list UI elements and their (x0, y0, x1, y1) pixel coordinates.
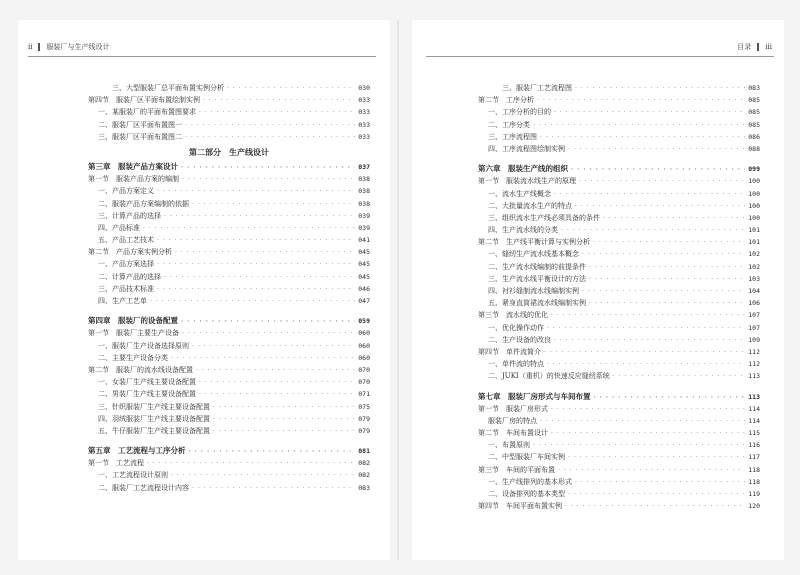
toc-item-entry[interactable] (478, 248, 760, 260)
toc-entry-title: 一、女装厂生产线主要设备配置 (98, 378, 196, 387)
toc-page-number: 045 (358, 272, 370, 281)
toc-item-entry[interactable] (478, 200, 760, 212)
dot-leader (213, 414, 355, 426)
toc-entry-title: 第七章 服装厂房形式与车间布置 (478, 391, 591, 401)
toc-entry-title: 第五章 工艺流程与工序分析 (88, 446, 186, 456)
toc-page-number: 101 (748, 238, 760, 247)
toc-page-number: 079 (358, 426, 370, 435)
toc-item-entry[interactable] (478, 297, 760, 309)
dot-leader (579, 176, 745, 188)
toc-entry-title: 服装厂房的特点 (488, 416, 537, 425)
toc-entry-title: 三、组织流水生产线必须具备的条件 (488, 213, 600, 222)
dot-leader (554, 189, 745, 201)
toc-page-number: 112 (748, 360, 760, 369)
toc-page-number: 113 (748, 372, 760, 381)
toc-entry-title: 第一节 服装厂主要生产设备 (88, 329, 179, 338)
dot-leader (558, 465, 745, 477)
toc-page-number: 082 (358, 459, 370, 468)
toc-item-entry[interactable] (88, 258, 370, 270)
dot-leader (150, 296, 355, 308)
dot-leader (171, 470, 355, 482)
toc-item-entry[interactable] (88, 283, 370, 295)
toc-entry-title: 四、羽绒服装厂生产线主要设备配置 (98, 414, 210, 423)
toc-page-number: 046 (358, 284, 370, 293)
toc-chapter-entry[interactable] (88, 315, 370, 327)
toc-entry-title: 一、流水生产线概念 (488, 189, 551, 198)
toc-entry-title: 一、产品方案定义 (98, 187, 154, 196)
dot-leader (582, 286, 745, 298)
toc-page-number: 116 (748, 441, 760, 450)
toc-entry-title: 一、优化操作动作 (488, 323, 544, 332)
toc-page-number: 060 (358, 353, 370, 362)
toc-entry-title: 二、工序分类 (488, 120, 530, 129)
dot-leader (192, 199, 355, 211)
dot-leader (554, 107, 745, 119)
dot-leader (593, 237, 745, 249)
toc-page-number: 045 (358, 260, 370, 269)
toc-entry-title: 第六章 服装生产线的组织 (478, 164, 568, 174)
toc-section-entry[interactable] (478, 94, 760, 106)
right-page-numeral: iii (765, 43, 772, 51)
toc-entry-title: 二、计算产品的选择 (98, 272, 161, 281)
toc-page-number: 060 (358, 329, 370, 338)
dot-leader (582, 249, 745, 261)
toc-page-number: 100 (748, 177, 760, 186)
dot-leader (199, 107, 355, 119)
toc-section-entry[interactable] (478, 346, 760, 358)
toc-spacer (88, 437, 370, 445)
dot-leader (589, 298, 745, 310)
toc-page-number: 106 (748, 299, 760, 308)
toc-page-number: 082 (358, 471, 370, 480)
toc-entry-title: 二、生产设备的改良 (488, 335, 551, 344)
toc-page-number: 033 (358, 120, 370, 129)
toc-item-entry[interactable] (478, 488, 760, 500)
toc-section-entry[interactable] (88, 173, 370, 185)
toc-item-entry[interactable] (478, 370, 760, 382)
dot-leader (547, 323, 745, 335)
toc-item-entry[interactable] (88, 482, 370, 494)
dot-leader (613, 371, 746, 383)
dot-leader (589, 262, 745, 274)
toc-entry-title: 二、生产流水线编制的前提条件 (488, 262, 586, 271)
dot-leader (181, 162, 355, 174)
dot-leader (181, 316, 355, 328)
dot-leader (540, 132, 745, 144)
toc-item-entry[interactable] (88, 388, 370, 400)
toc-page-number: 041 (358, 236, 370, 245)
toc-item-entry[interactable] (478, 451, 760, 463)
toc-entry-title: 二、中型服装厂车间实例 (488, 453, 565, 462)
toc-item-entry[interactable] (478, 415, 760, 427)
dot-leader (175, 247, 355, 259)
toc-item-entry[interactable] (88, 82, 370, 94)
toc-section-entry[interactable] (88, 457, 370, 469)
toc-item-entry[interactable] (478, 143, 760, 155)
dot-leader (568, 452, 745, 464)
dot-leader (603, 213, 745, 225)
dot-leader (568, 144, 745, 156)
dot-leader (551, 310, 745, 322)
toc-entry-title: 第四节 车间平面布置实例 (478, 502, 562, 511)
toc-entry-title: 二、设备排列的基本类型 (488, 490, 565, 498)
toc-item-entry[interactable] (478, 224, 760, 236)
toc-entry-title: 四、产品标准 (98, 223, 140, 232)
toc-page-number: 037 (358, 162, 370, 171)
toc-item-entry[interactable] (88, 210, 370, 222)
toc-page-number: 086 (748, 132, 760, 141)
toc-item-entry[interactable] (88, 340, 370, 352)
toc-page-number: 118 (748, 477, 760, 486)
toc-page-number: 083 (358, 483, 370, 492)
toc-spacer (478, 155, 760, 163)
right-toc (478, 82, 760, 512)
left-header-rule (28, 56, 376, 57)
toc-page-number: 039 (358, 223, 370, 232)
dot-leader (164, 211, 355, 223)
toc-entry-title: 一、单件流的特点 (488, 360, 544, 369)
header-divider (38, 43, 40, 51)
dot-leader (551, 428, 745, 440)
toc-page-number: 104 (748, 287, 760, 295)
toc-section-entry[interactable] (478, 175, 760, 187)
toc-item-entry[interactable] (478, 188, 760, 200)
dot-leader (589, 274, 745, 286)
toc-item-entry[interactable] (478, 334, 760, 346)
toc-item-entry[interactable] (88, 234, 370, 246)
toc-section-entry[interactable] (88, 94, 370, 106)
toc-item-entry[interactable] (478, 82, 760, 94)
toc-entry-title: 第一节 服装产品方案的编制 (88, 175, 179, 184)
toc-entry-title: 二、JUKI（重机）的快速反应缝纫系统 (488, 372, 610, 381)
toc-page-number: 070 (358, 365, 370, 374)
toc-entry-title: 五、紧身直筒裙流水线编制实例 (488, 299, 586, 308)
dot-leader (182, 174, 355, 186)
toc-page-number: 085 (748, 120, 760, 129)
toc-page-number: 075 (358, 402, 370, 411)
toc-page-number: 088 (748, 144, 760, 153)
book-title: 服装厂与生产线设计 (46, 43, 110, 51)
toc-item-entry[interactable] (88, 401, 370, 413)
toc-page-number: 107 (748, 311, 760, 320)
toc-item-entry[interactable] (478, 273, 760, 285)
dot-leader (565, 501, 745, 513)
toc-page-number: 100 (748, 213, 760, 222)
toc-item-entry[interactable] (88, 425, 370, 437)
section-title: 目录 (737, 43, 752, 51)
toc-section-entry[interactable] (478, 500, 760, 512)
toc-entry-title: 一、缝纫生产流水线基本概念 (488, 250, 579, 259)
dot-leader (533, 120, 745, 132)
toc-entry-title: 第二节 车间布置设计 (478, 429, 548, 438)
toc-entry-title: 三、计算产品的选择 (98, 211, 161, 220)
dot-leader (213, 402, 355, 414)
toc-item-entry[interactable] (478, 131, 760, 143)
dot-leader (575, 201, 745, 213)
toc-entry-title: 一、某服装厂的平面布置图要求 (98, 108, 196, 117)
toc-section-entry[interactable] (478, 309, 760, 321)
toc-entry-title: 三、大型服装厂总平面布置实例分析 (112, 84, 224, 92)
toc-page-number: 119 (748, 490, 760, 498)
toc-item-entry[interactable] (478, 212, 760, 224)
toc-entry-title: 第三节 车间的平面布置 (478, 465, 555, 474)
toc-page-number: 100 (748, 201, 760, 210)
toc-page-number: 101 (748, 226, 760, 235)
toc-page-number: 114 (748, 416, 760, 425)
dot-leader (213, 426, 355, 438)
dot-leader (157, 284, 355, 296)
toc-item-entry[interactable] (88, 352, 370, 364)
toc-entry-title: 第三节 流水线的优化 (478, 311, 548, 320)
toc-chapter-entry[interactable] (88, 161, 370, 173)
dot-leader (182, 328, 355, 340)
toc-page-number: 100 (748, 189, 760, 198)
toc-page-number: 033 (358, 96, 370, 105)
toc-section-entry[interactable] (88, 246, 370, 258)
dot-leader (192, 483, 355, 495)
toc-item-entry[interactable] (88, 106, 370, 118)
dot-leader (227, 83, 355, 95)
toc-entry-title: 一、工艺流程设计原则 (98, 471, 168, 480)
toc-item-entry[interactable] (478, 119, 760, 131)
toc-section-entry[interactable] (478, 427, 760, 439)
toc-entry-title: 第二节 生产线平衡计算与实例分析 (478, 238, 590, 247)
dot-leader (143, 223, 355, 235)
toc-page-number: 038 (358, 175, 370, 184)
toc-page-number: 030 (358, 84, 370, 92)
toc-entry-title: 五、牛仔服装厂生产线主要设备配置 (98, 426, 210, 435)
toc-page-number: 114 (748, 404, 760, 413)
toc-item-entry[interactable] (88, 469, 370, 481)
dot-leader (203, 95, 355, 107)
toc-page-number: 112 (748, 347, 760, 356)
toc-page-number: 085 (748, 108, 760, 117)
toc-entry-title: 一、服装厂生产设备选择原则 (98, 341, 189, 350)
toc-entry-title: 二、服装厂工艺流程设计内容 (98, 483, 189, 492)
toc-entry-title: 第一节 服装厂房形式 (478, 404, 548, 413)
dot-leader (540, 416, 745, 428)
toc-section-entry[interactable] (88, 327, 370, 339)
toc-entry-title: 四、工序流程图绘制实例 (488, 144, 565, 153)
toc-chapter-entry[interactable] (478, 391, 760, 403)
toc-item-entry[interactable] (88, 271, 370, 283)
toc-entry-title: 三、针织服装厂生产线主要设备配置 (98, 402, 210, 411)
toc-entry-title: 三、生产流水线平衡设计的方法 (488, 274, 586, 283)
dot-leader (196, 365, 355, 377)
dot-leader (199, 389, 355, 401)
toc-entry-title: 二、男装厂生产线主要设备配置 (98, 390, 196, 399)
toc-entry-title: 二、主要生产设备分类 (98, 353, 168, 362)
toc-entry-title: 二、服装产品方案编制的依据 (98, 199, 189, 208)
toc-entry-title: 三、工序流程图 (488, 132, 537, 141)
toc-item-entry[interactable] (88, 119, 370, 131)
left-page (18, 20, 390, 560)
toc-page-number: 033 (358, 108, 370, 117)
right-page-header (737, 42, 772, 52)
toc-entry-title: 二、服装厂区平面布置图一 (98, 120, 182, 129)
toc-page-number: 120 (748, 502, 760, 511)
toc-page-number: 085 (748, 96, 760, 105)
dot-leader (147, 458, 355, 470)
toc-section-entry[interactable] (478, 464, 760, 476)
dot-leader (554, 335, 745, 347)
toc-entry-title: 二、大批量流水生产的特点 (488, 201, 572, 210)
toc-page-number: 079 (358, 414, 370, 423)
toc-chapter-entry[interactable] (478, 163, 760, 175)
left-page-numeral: ii (28, 43, 33, 51)
toc-page-number: 099 (748, 165, 760, 174)
dot-leader (544, 347, 745, 359)
right-header-rule (426, 56, 774, 57)
toc-entry-title: 第四章 服装厂的设备配置 (88, 316, 178, 326)
toc-page-number: 081 (358, 447, 370, 456)
toc-item-entry[interactable] (478, 439, 760, 451)
toc-entry-title: 三、产品技术标准 (98, 284, 154, 293)
dot-leader (164, 272, 355, 284)
toc-page-number: 047 (358, 297, 370, 305)
toc-item-entry[interactable] (478, 476, 760, 488)
toc-entry-title: 一、布置原则 (488, 441, 530, 450)
dot-leader (575, 83, 745, 95)
dot-leader (185, 120, 355, 132)
toc-page-number: 071 (358, 390, 370, 399)
toc-page-number: 102 (748, 250, 760, 259)
toc-page-number: 113 (748, 392, 760, 401)
toc-entry-title: 一、产品方案选择 (98, 260, 154, 269)
toc-item-entry[interactable] (478, 285, 760, 297)
toc-page-number: 059 (358, 317, 370, 326)
toc-item-entry[interactable] (478, 106, 760, 118)
toc-item-entry[interactable] (88, 198, 370, 210)
toc-entry-title: 第一节 工艺流程 (88, 459, 144, 468)
toc-entry-title: 第四节 单件流简介 (478, 347, 541, 356)
toc-entry-title: 四、生产工艺单 (98, 297, 147, 305)
left-page-header (28, 42, 109, 52)
toc-entry-title: 第四节 服装厂区平面布置绘制实例 (88, 96, 200, 105)
toc-item-entry[interactable] (88, 376, 370, 388)
dot-leader (594, 392, 746, 404)
toc-item-entry[interactable] (88, 413, 370, 425)
toc-entry-title: 第二节 产品方案实例分析 (88, 248, 172, 257)
toc-page-number: 039 (358, 211, 370, 220)
toc-item-entry[interactable] (478, 358, 760, 370)
toc-item-entry[interactable] (88, 222, 370, 234)
toc-entry-title: 第二节 服装厂的流水线设备配置 (88, 365, 193, 374)
toc-page-number: 103 (748, 274, 760, 283)
toc-entry-title: 五、产品工艺技术 (98, 236, 154, 245)
toc-spacer (478, 383, 760, 391)
toc-entry-title: 第三章 服装产品方案设计 (88, 161, 178, 171)
book-gutter (397, 20, 399, 560)
toc-page-number: 118 (748, 465, 760, 474)
dot-leader (575, 477, 745, 489)
header-divider (757, 43, 759, 51)
toc-entry-title: 三、服装厂区平面布置图二 (98, 132, 182, 141)
left-toc (88, 82, 370, 494)
toc-page-number: 033 (358, 132, 370, 141)
toc-page-number: 045 (358, 248, 370, 257)
toc-section-entry[interactable] (88, 364, 370, 376)
toc-entry-title: 一、工序分析的目的 (488, 108, 551, 117)
part-heading: 第二部分 生产线设计 (189, 146, 269, 157)
toc-entry-title: 一、生产线排列的基本形式 (488, 477, 572, 486)
toc-entry-title: 第二节 工序分析 (478, 96, 534, 105)
dot-leader (171, 353, 355, 365)
toc-page-number: 038 (358, 199, 370, 208)
toc-section-entry[interactable] (478, 403, 760, 415)
dot-leader (537, 95, 745, 107)
toc-entry-title: 第一节 服装流水线生产的原理 (478, 177, 576, 186)
dot-leader (157, 235, 355, 247)
toc-page-number: 102 (748, 262, 760, 271)
toc-page-number: 038 (358, 187, 370, 196)
toc-item-entry[interactable] (478, 322, 760, 334)
toc-entry-title: 四、生产流水线的分类 (488, 226, 558, 235)
right-page (412, 20, 784, 560)
toc-page-number: 070 (358, 378, 370, 387)
dot-leader (199, 377, 355, 389)
toc-spacer (88, 307, 370, 315)
toc-entry-title: 四、衬衫缝制流水线编制实例 (488, 287, 579, 295)
dot-leader (157, 259, 355, 271)
dot-leader (568, 489, 745, 501)
toc-entry-title: 三、服装厂工艺流程图 (502, 84, 572, 92)
toc-page-number: 083 (748, 84, 760, 92)
toc-item-entry[interactable] (478, 261, 760, 273)
toc-item-entry[interactable] (88, 295, 370, 307)
toc-page-number: 107 (748, 323, 760, 332)
dot-leader (571, 164, 745, 176)
dot-leader (551, 404, 745, 416)
toc-chapter-entry[interactable] (88, 445, 370, 457)
toc-page-number: 060 (358, 341, 370, 350)
toc-section-entry[interactable] (478, 236, 760, 248)
toc-page-number: 115 (748, 429, 760, 438)
toc-item-entry[interactable] (88, 131, 370, 143)
dot-leader (189, 446, 356, 458)
toc-page-number: 109 (748, 335, 760, 344)
dot-leader (192, 341, 355, 353)
toc-page-number: 117 (748, 453, 760, 462)
toc-item-entry[interactable] (88, 185, 370, 197)
